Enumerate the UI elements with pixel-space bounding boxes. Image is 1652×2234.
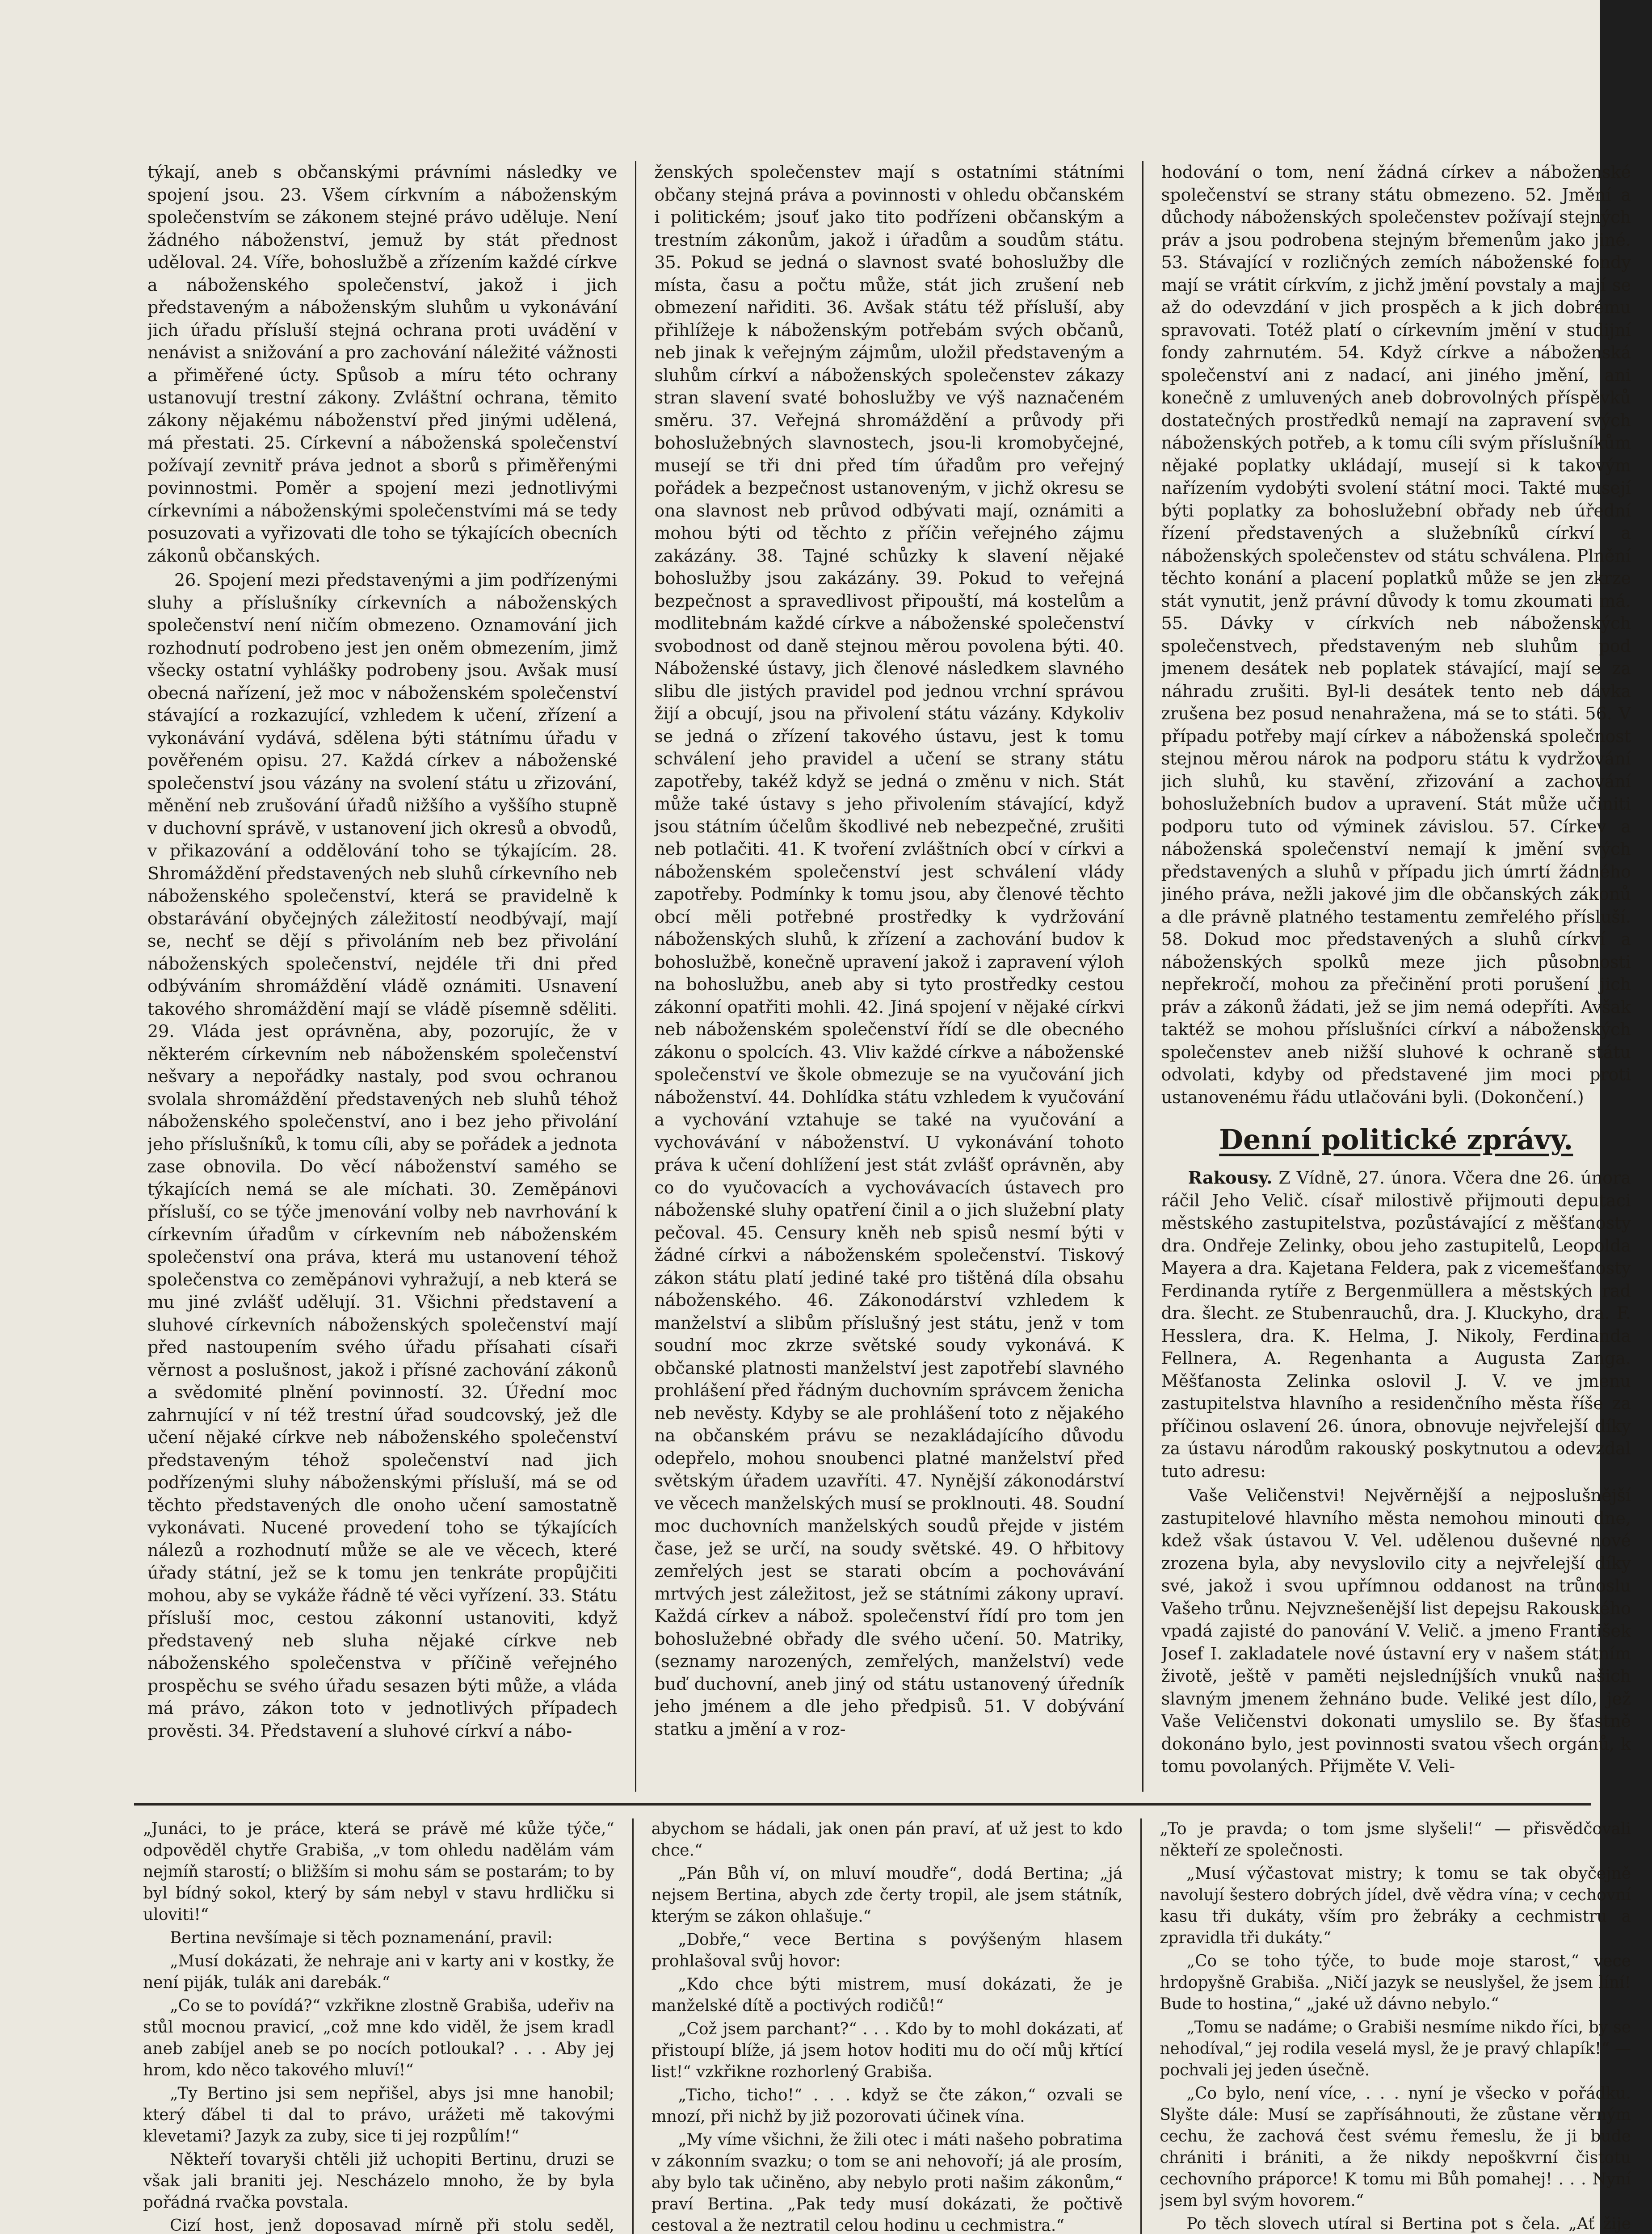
column-divider bbox=[1140, 1818, 1142, 2234]
paragraph: „Musí dokázati, že nehraje ani v karty ani v kostky, že není piják, tulák ani darebák.“ bbox=[143, 1952, 614, 1992]
paragraph: „Co bylo, není více, . . . nyní je všecko v pořádku. Slyšte dále: Musí se zapřísáhnouti, že zůstane věrným cechu, že zachová čest svému řemeslu, že ji bude chrániti i brániti, a že nikdy nepoškvrní čistotu cechovního práporce! K tomu mi Bůh pomahej! . . . Nyní jsem byl svým hovorem.“ bbox=[1160, 2084, 1631, 2210]
paragraph: „To je pravda; o tom jsme slyšeli!“ — přisvědčovali někteří ze společnosti. bbox=[1160, 1820, 1631, 1860]
paragraph: „My víme všichni, že žili otec i máti našeho pobratima v zákonním svazku; o tom se ani nehovoří; já ale prosím, aby bylo tak učiněno, aby nebylo proti našim zákonům,“ praví Bertina. „Pak tedy musí dokázati, že počtivě cestoval a že neztratil celou hodinu u cechmistra.“ bbox=[651, 2131, 1123, 2234]
paragraph: „Pán Bůh ví, on mluví moudře“, dodá Bertina; „já nejsem Bertina, abych zde čerty tropil, ale jsem státník, kterým se zákon ohlašuje.“ bbox=[651, 1864, 1123, 1926]
news-item bbox=[1161, 1167, 1631, 1482]
paragraph: „Musí výčastovat mistry; k tomu se tak obyčejně navolují šestero dobrých jídel, dvě vědra vína; v cechovní kasu tři dukáty, vším pro žebráky a cechmistru a zpravidla tři dukáty.“ bbox=[1160, 1864, 1631, 1947]
address-text: Vaše Veličenstvi! Nejvěrnější a nejposlušnější zastupitelové hlavního města nemohou minouti dne, kdež však ústavou V. Vel. udělenou duševné nové zrozena byla, aby nevyslovilo city a nejvřelejší díky své, jakož i svou upřímnou oddanost na trůnoslu Vašeho trůnu. Nejvznešenější list depejsu Rakouského vpadá zajisté do panování V. Velič. a jmeno František Josef I. zakladatele nové ústavní ery v našem státním životě, ještě v paměti nejsledníjších vnuků našich slavným jmenem žehnáno bude. Veliké jest dílo, jež Vaše Veličenstvi dokonati umyslilo se. By šťastně dokonáno bylo, jest povinnosti svatou všech orgánů, k tomu povolaných. Přijměte V. Veli- bbox=[1161, 1486, 1631, 1776]
paragraph: „Dobře,“ vece Bertina s povýšeným hlasem prohlašoval svůj hovor: bbox=[651, 1931, 1123, 1970]
paragraph: „Kdo chce býti mistrem, musí dokázati, že je manželské dítě a poctivých rodičů!“ bbox=[651, 1975, 1123, 2015]
paragraph: „Což jsem parchant?“ . . . Kdo by to mohl dokázati, ať přistoupí blíže, já jsem hotov hoditi mu do očí můj křtící list!“ vzkřikne rozhorlený Grabiša. bbox=[651, 2020, 1123, 2081]
upper-column-3 bbox=[1161, 161, 1631, 1792]
paragraph: „Ticho, ticho!“ . . . když se čte zákon,“ ozvali se mnozí, při nichž by již pozorovati účinek vína. bbox=[651, 2086, 1123, 2126]
lower-column-1 bbox=[143, 1818, 614, 2234]
feuilleton-section bbox=[143, 1818, 1631, 2234]
upper-section bbox=[147, 161, 1631, 1792]
news-text: Z Vídně, 27. února. Včera dne 26. února ráčil Jeho Velič. císař milostivě přijmouti deputaci městského zastupitelstva, pozůstávající z měšťanosty dra. Ondřeje Zelinky, obou jeho zastupitelů, Leopolda Mayera a dra. Kajetana Feldera, pak z vicemešťanosty Ferdinanda rytíře z Bergenmüllera a městských rad dra. šlecht. ze Stubenrauchů, dra. J. Kluckyho, dra. F. Hesslera, dra. K. Helma, J. Nikoly, Ferdinanda Fellnera, A. Regenhanta a Augusta Zanga. Měšťanosta Zelinka oslovil J. V. ve jmenu zastupitelstva hlavního a residenčního města říše za příčinou oslavení 26. února, obnovuje nejvřelejší díky za ústavu národům rakouský poskytnutou a odevzdal tuto adresu: bbox=[1161, 1168, 1631, 1481]
column-divider bbox=[632, 1818, 634, 2234]
lower-column-2 bbox=[652, 1818, 1123, 2234]
paragraph: ženských společenstev mají s ostatními státními občany stejná práva a povinnosti v ohledu občanském i politickém; jsouť jako tito podřízeni občanským a trestním zákonům, jakož i úřadům a soudům státu. 35. Pokud se jedná o slavnost svaté bohoslužby dle místa, času a počtu může, stát jich zrušení neb obmezení nařiditi. 36. Avšak státu též přísluší, aby přihlížeje k náboženským potřebám svých občanů, neb jinak k veřejným zájmům, uložil představeným a sluhům církví a náboženských společenstev zákazy stran slavení svaté bohoslužby ve výš naznačeném směru. 37. Veřejná shromáždění a průvody při bohoslužebných slavnostech, jsou-li kromobyčejné, musejí se tři dni před tím úřadům pro veřejný pořádek a bezpečnost ustanoveným, v jichž okresu se ona slavnost neb průvod odbývati mají, oznámiti a mohou býti od těchto z příčin veřejného zájmu zakázány. 38. Tajné schůzky k slavení nějaké bohoslužby jsou zakázány. 39. Pokud to veřejná bezpečnost a spravedlivost připouští, má kostelům a modlitebnám každé církve a náboženské společenství svobodnost od daně stejnou měrou povolena býti. 40. Náboženské ústavy, jich členové následkem slavného slibu dle jistých pravidel pod jednou vrchní správou žijí a obcují, jsou na přivolení státu vázány. Kdykoliv se jedná o zřízení takového ústavu, jest k tomu schválení jeho pravidel a učení se strany státu zapotřeby, takéž když se jedná o změnu v nich. Stát může také ústavy s jeho přivolením stávající, když jsou státním účelům škodlivé neb nebezpečné, zrušiti neb potlačiti. 41. K tvoření zvláštních obcí v církvi a náboženském společenství jest schválení vlády zapotřeby. Podmínky k tomu jsou, aby členové těchto obcí měli potřebné prostředky k vydržování náboženských sluhů, k zřízení a zachování budov k bohoslužbě, konečně upravení jakož i zapravení výloh na bohoslužbu, aneb aby si tyto prostředky cestou zákonní opatřiti mohli. 42. Jiná spojení v nějaké církvi neb náboženském společenství řídí se dle obecného zákonu o spolcích. 43. Vliv každé církve a náboženské společenství ve škole obmezuje se na vyučování jich náboženství. 44. Dohlídka státu vzhledem k vyučování a vychování vztahuje se také na vyučování a vychovávání v náboženství. U vykonávání tohoto práva k učení dohlížení jest stát zvlášť oprávněn, aby co do vyučovacích a vychovávacích ústavech pro náboženské sluhy opatření činil a o jich služební platy pečoval. 45. Censury kněh neb spisů nesmí býti v žádné církvi a náboženském společenství. Tiskový zákon státu platí jediné také pro tištěná díla obsahu náboženského. 46. Zákonodárství vzhledem k manželství a slibům příslušný jest státu, jenž v tom soudní moc zkrze světské soudy vykonává. K občanské platnosti manželství jest zapotřebí slavného prohlášení před řádným duchovním správcem ženicha neb nevěsty. Kdyby se ale prohlášení toto z nějakého na občanském právu se nezakládajícího důvodu odepřelo, mohou snoubenci platné manželství před světským úřadem uzavříti. 47. Nynější zákonodárství ve věcech manželských musí se proklnouti. 48. Soudní moc duchovních manželských soudů přejde v jistém čase, jež se určí, na soudy světské. 49. O hřbitovy zemřelých jest se starati obcím a pochovávání mrtvých jest záležitost, jež se státními zákony upraví. Každá církev a nábož. společenství řídí pro tom jen bohoslužebné obřady dle svého učení. 50. Matriky, (seznamy narozených, zemřelých, manželství) vede buď duchovní, aneb jiný od státu ustanovený úředník jeho jménem a dle jeho předpisů. 51. V dobývání statku a jmění a v roz- bbox=[654, 162, 1124, 1739]
upper-column-1 bbox=[147, 161, 617, 1792]
upper-column-2 bbox=[654, 161, 1124, 1792]
paragraph: hodování o tom, není žádná církev a náboženské společenství se strany státu obmezeno. 52. Jmění a důchody náboženských společenstev požívají stejných práv a jsou podrobena stejným břemenům jako jiné. 53. Stávající v rozličných zemích náboženské fondy mají se vrátit církvím, z jichž jmění povstaly a mají se až do odevzdání v jich prospěch a k jich dobrému spravovati. Totéž platí o církevním jmění v studijní fondy zahrnutém. 54. Když církve a náboženská společenství ani z nadací, ani jiného jmění, ani konečně z umluvených aneb dobrovolných příspěvků dostatečných prostředků nemají na zapravení svých náboženských potřeb, a k tomu cíli svým příslušníkům nějaké poplatky ukládají, musejí si k takovým nařízením vydobýti svolení státní moci. Takté musejí býti poplatky za bohoslužební obřady neb úřední řízení představených a služebníků církví a náboženských společenstev od státu schválena. Plnění těchto konání a placení poplatků může se jen zkrze stát vynutit, jenž právní důvody k tomu zkoumati má. 55. Dávky v církvích neb náboženských společenstvech, představeným neb sluhům pod jmenem desátek neb poplatek stávající, mají se za náhradu zrušiti. Byl-li desátek tento neb dávka zrušena bez posud nenahražena, má se to státi. 56. V případu potřeby mají církev a náboženská společnost stejnou měrou nárok na podporu státu k vydržování jich sluhů, ku stavění, zřizování a zachování bohoslužebních budov a upravení. Stát může učiniti podporu tuto od výminek závislou. 57. Církev a náboženská společenství nemají k jmění svých představených a sluhů v případu jich úmrtí žádného jiného práva, nežli jakové jim dle občanských zákonů a dle právně platného testamentu zemřelého přísluší. 58. Dokud moc představených a sluhů církví a náboženských spolků meze jich působnosti nepřekročí, mohou za přečinění proti porušení jich práv a zákonů žádati, jež se jim nemá odepříti. Avšak taktéž se mohou příslušníci církví a náboženských společenstev aneb nižší sluhové k ochraně státu odvolati, kdyby od představené jim moci proti ustanovenému řádu utlačováni byli. (Dokončení.) bbox=[1161, 162, 1631, 1107]
column-divider bbox=[1142, 161, 1143, 1792]
paragraph: abychom se hádali, jak onen pán praví, ať už jest to kdo chce.“ bbox=[651, 1820, 1123, 1860]
section-separator bbox=[134, 1803, 1591, 1806]
paragraph: „Tomu se nadáme; o Grabiši nesmíme nikdo říci, by se nehodíval,“ jej rodila veselá mysl, že je pravý chlapík!“ — pochvali jej jeden úsečně. bbox=[1160, 2018, 1631, 2079]
paragraph: „Ty Bertino jsi sem nepřišel, abys jsi mne hanobil; který ďábel ti dal to právo, urážeti mě takovými klevetami? Jazyk za zuby, sice ti jej rozpůlím!“ bbox=[143, 2084, 614, 2146]
paragraph: „Co se to povídá?“ vzkřikne zlostně Grabiša, udeřiv na stůl mocnou pravicí, „což mne kdo viděl, že jsem kradl aneb zabíjel aneb se po nocích potloukal? . . . Aby jej hrom, kdo něco takového mluví!“ bbox=[143, 1997, 614, 2079]
lower-column-3 bbox=[1160, 1818, 1631, 2234]
dateline: Rakousy. bbox=[1188, 1167, 1273, 1188]
section-title: Denní politické zprávy. bbox=[1219, 1123, 1573, 1156]
column-divider bbox=[635, 161, 636, 1792]
paragraph: Po těch slovech utíral si Bertina pot s čela. „Ať žije bbox=[1186, 2215, 1631, 2233]
paragraph: Cizí host, jenž doposavad mírně při stolu seděl, bbox=[170, 2217, 614, 2234]
paragraph: 26. Spojení mezi představenými a jim podřízenými sluhy a příslušníky církevních a náboženských společenství není ničím obmezeno. Oznamování jich rozhodnutí podrobeno jest jen oněm obmezením, jimž všecky ostatní vyhlášky podrobeny jsou. Avšak musí obecná nařízení, jež moc v náboženském společenství stávající a rozkazující, vzhledem k učení, zřízení a vykonávání vydává, sdělena býti státnímu úřadu v pověřeném opisu. 27. Každá církev a náboženské společenství jsou vázány na svolení státu u zřizování, měnění neb zrušování úřadů nižšího a vyššího stupně v duchovní správě, v ustanovení jich okresů a obvodů, v přikazování a oddělování toho se týkajícím. 28. Shromáždění představených neb sluhů církevního neb náboženského společenství, která se pravidelně k obstarávání obyčejných záležitostí neodbývají, mají se, nechť se dějí s přivoláním neb bez přivolání náboženských společenství, nejdéle tři dni před odbýváním shromáždění vládě oznámiti. Usnavení takového shromáždění mají se vládě písemně sděliti. 29. Vláda jest oprávněna, aby, pozorujíc, že v některém církevním neb náboženském společenství nešvary a nepořádky nastaly, pod svou ochranou svolala shromáždění představených neb sluhů téhož náboženského společenství, ano i bez jeho přivolání jeho příslušníků, k tomu cíli, aby se pořádek a jednota zase obnovila. Do věcí náboženství samého se týkajících nemá se ale míchati. 30. Zeměpánovi přísluší, co se týče jmenování volby neb navrhování k církevním úřadům v církevním neb náboženském společenství ona práva, která mu ustanovení téhož společenstva co zeměpánovi vyhražují, a neb která se mu jiné zvlášť udělují. 31. Všichni představení a sluhové církevních náboženských společenství mají před nastoupením svého úřadu přísahati císaři věrnost a poslušnost, jakož i přísné zachování zákonů a svědomité plnění povinností. 32. Úřední moc zahrnující v ní též trestní úřad soudcovský, jež dle učení nějaké církve neb náboženského společenství představeným téhož společenství nad jich podřízenými sluhy náboženskými přísluší, má se od těchto představených dle onoho učení samostatně vykonávati. Nucené provedení toho se týkajících nálezů a rozhodnutí může se ale ve věcech, které úřady státní, jež se k tomu jen tenkráte propůjčiti mohou, aby se vykáže řádně té věci vyřízení. 33. Státu přísluší moc, cestou zákonní ustanoviti, když představený neb sluha nějaké církve neb náboženského společenstva v příčině veřejného prospěchu se svého úřadu sesazen býti může, a vláda má právo, zákon toto v jednotlivých případech prověsti. 34. Představení a sluhové církví a nábo- bbox=[147, 570, 618, 1741]
paragraph: „Junáci, to je práce, která se právě mé kůže týče,“ odpověděl chytře Grabiša, „v tom ohledu nadělám vám nejmíň starostí; o bližším si mohu sám se postarám; to by byl bídný sokol, který by sám nebyl v stavu hrdličku si uloviti!“ bbox=[143, 1820, 614, 1924]
paragraph: „Co se toho týče, to bude moje starost,“ vece hrdopyšně Grabiša. „Ničí jazyk se neuslyšel, že jsem líní! Bude to hostina,“ „jaké už dávno nebylo.“ bbox=[1160, 1952, 1631, 2013]
paragraph: Někteří tovaryši chtěli již uchopiti Bertinu, druzi se však jali braniti jej. Nescházelo mnoho, že by byla pořádná rvačka povstala. bbox=[143, 2150, 614, 2212]
paragraph: Bertina nevšímaje si těch poznamenání, pravil: bbox=[170, 1929, 553, 1947]
paragraph: týkají, aneb s občanskými právními následky ve spojení jsou. 23. Všem církvním a náboženským společenstvím se zákonem stejné právo uděluje. Není žádného náboženství, jemuž by stát přednost uděloval. 24. Víře, bohoslužbě a zřízením každé církve a náboženského společenství, jakož i jich představeným a náboženským sluhům u vykonávání jich úřadu přísluší stejná ochrana proti uvádění v nenávist a snižování a pro zachování náležité vážnosti a přiměřené úcty. Spůsob a míru této ochrany ustanovují trestní zákony. Zvláštní ochrana, těmito zákony nějakému náboženství před jinými udělená, má přestati. 25. Církevní a náboženská společenství požívají zevnitř práva jednot a sborů s přiměřenými povinnostmi. Poměr a spojení mezi jednotlivými církevními a náboženskými společenstvími má se tedy posuzovati a vyřizovati dle toho se týkajících obecních zákonů občanských. bbox=[147, 162, 618, 566]
